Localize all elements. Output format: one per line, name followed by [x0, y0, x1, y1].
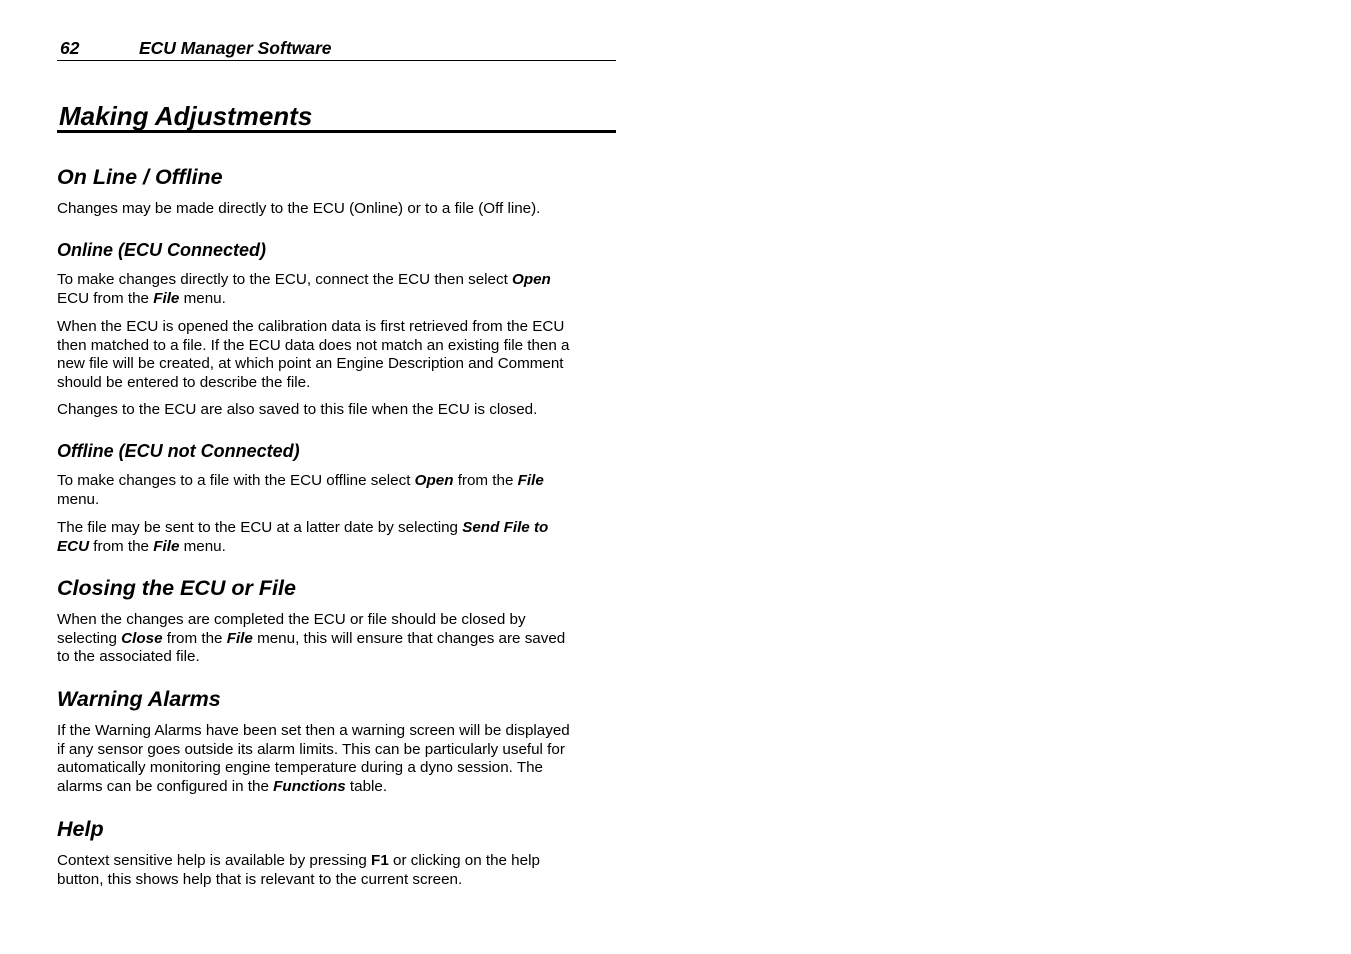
paragraph-online-calibration: [57, 318, 605, 392]
text-segment: To make changes to a file with the ECU offline select: [57, 472, 415, 489]
heading-warning-alarms: Warning Alarms: [57, 687, 221, 711]
page-number: 62: [60, 38, 80, 58]
text-line: When the changes are completed the ECU or file should be closed by: [57, 611, 526, 628]
heading-online-connected: Online (ECU Connected): [57, 240, 267, 260]
heading-closing: Closing the ECU or File: [57, 576, 296, 600]
text-segment: selecting: [57, 629, 122, 647]
text-line: automatically monitoring engine temperature during a dyno session. The: [57, 759, 543, 777]
text-line: to the associated file.: [57, 648, 200, 666]
paragraph-help: [57, 852, 605, 889]
text-segment: The file may be sent to the ECU at a latter date by selecting: [57, 519, 463, 536]
menu-file-ref: File: [226, 629, 253, 647]
paragraph-online-save: Changes to the ECU are also saved to this file when the ECU is closed.: [57, 401, 538, 418]
text-segment: menu.: [179, 537, 226, 555]
text-line: new file will be created, at which point an Engine Description and Comment: [57, 355, 564, 373]
menu-item-open-ref: Open: [414, 472, 454, 489]
chapter-title: Making Adjustments: [57, 100, 616, 133]
heading-offline: Offline (ECU not Connected): [57, 441, 300, 461]
text-segment: from the: [162, 629, 227, 647]
text-segment: menu.: [179, 289, 226, 307]
f1-key-ref: F1: [371, 852, 389, 869]
running-header: [57, 36, 616, 61]
text-line: button, this shows help that is relevant to the current screen.: [57, 870, 463, 888]
heading-help: Help: [57, 817, 104, 841]
text-segment: alarms can be configured in the: [57, 777, 274, 795]
text-segment: ECU from the: [57, 289, 154, 307]
paragraph-online-open-instructions: [57, 271, 605, 308]
text-segment: from the: [453, 472, 518, 489]
text-segment: To make changes directly to the ECU, connect the ECU then select: [57, 271, 513, 288]
text-segment: or clicking on the help: [388, 852, 540, 869]
text-segment: from the: [89, 537, 154, 555]
menu-file-ref: File: [153, 537, 180, 555]
text-line: If the Warning Alarms have been set then a warning screen will be displayed: [57, 722, 570, 739]
menu-item-open-ref: Open: [512, 271, 551, 288]
text-segment: Context sensitive help is available by pressing: [57, 852, 372, 869]
menu-file-ref: File: [517, 472, 544, 489]
menu-item-send-file-ref-cont: ECU: [57, 537, 90, 555]
text-segment: menu.: [57, 490, 100, 508]
functions-table-ref: Functions: [273, 777, 346, 795]
document-title: ECU Manager Software: [139, 38, 332, 58]
menu-file-ref: File: [153, 289, 180, 307]
text-segment: menu, this will ensure that changes are saved: [252, 629, 566, 647]
paragraph-warning-alarms: [57, 722, 605, 796]
text-line: When the ECU is opened the calibration data is first retrieved from the ECU: [57, 318, 565, 335]
paragraph-closing: [57, 611, 605, 667]
menu-item-close-ref: Close: [121, 629, 163, 647]
text-line: if any sensor goes outside its alarm limits. This can be particularly useful for: [57, 740, 565, 758]
paragraph-offline-send: [57, 519, 605, 556]
paragraph-offline-open-instructions: [57, 472, 605, 509]
text-line: should be entered to describe the file.: [57, 373, 311, 391]
text-line: then matched to a file. If the ECU data does not match an existing file then a: [57, 336, 570, 354]
heading-online-offline: On Line / Offline: [57, 165, 223, 189]
text-segment: table.: [345, 777, 388, 795]
paragraph-online-offline-intro: Changes may be made directly to the ECU (Online) or to a file (Off line).: [57, 200, 541, 217]
document-page: [57, 36, 616, 888]
menu-item-send-file-ref: Send File to: [462, 519, 549, 536]
